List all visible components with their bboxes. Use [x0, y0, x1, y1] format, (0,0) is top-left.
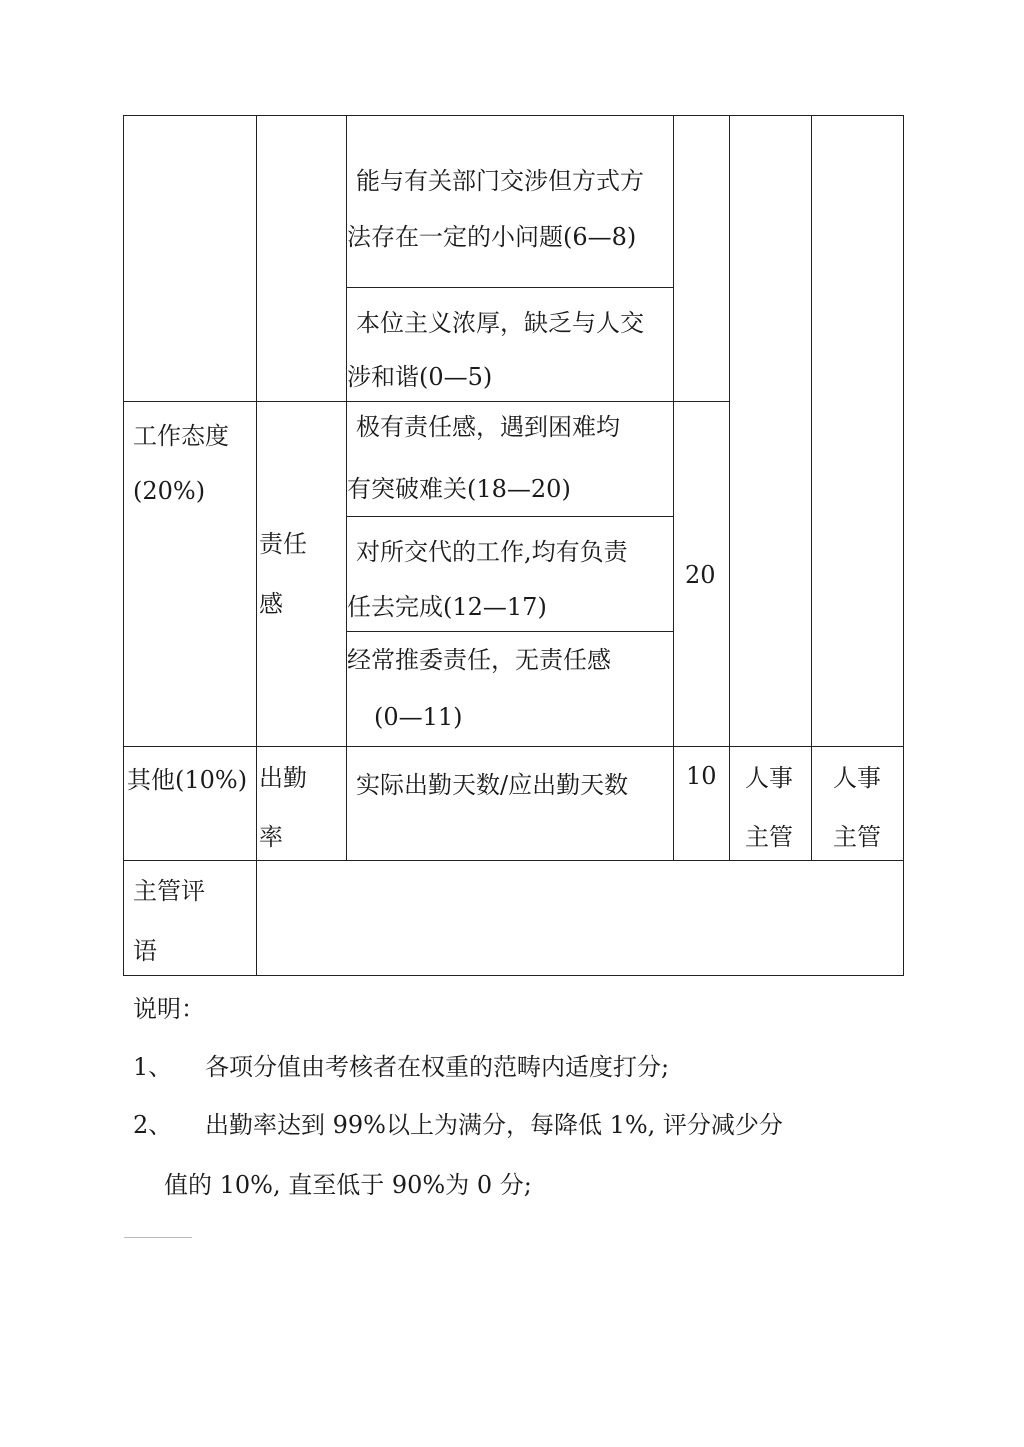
row-divider — [346, 287, 673, 288]
item-label: 出勤 — [259, 764, 307, 792]
comment-label: 语 — [133, 937, 157, 965]
comment-field[interactable] — [266, 900, 886, 930]
score-value: 10 — [686, 762, 717, 790]
option-text: 涉和谐(0—5) — [347, 363, 493, 391]
option-text: 能与有关部门交涉但方式方 — [356, 167, 644, 195]
row-divider — [123, 860, 904, 861]
column-divider — [256, 115, 257, 976]
row-divider — [346, 631, 673, 632]
table-border-left — [123, 115, 124, 976]
item-label: 责任 — [259, 530, 307, 558]
column-divider — [673, 115, 674, 861]
reviewer-label: 人事 — [833, 764, 881, 792]
note-text: 各项分值由考核者在权重的范畴内适度打分; — [205, 1053, 670, 1081]
note-text: 出勤率达到 99%以上为满分，每降低 1%, 评分减少分 — [205, 1111, 783, 1139]
option-text: 任去完成(12—17) — [347, 593, 547, 621]
category-weight: (20%) — [133, 477, 206, 505]
notes-heading: 说明： — [133, 995, 205, 1023]
column-divider — [729, 115, 730, 861]
note-continuation: 值的 10%, 直至低于 90%为 0 分; — [164, 1171, 532, 1199]
reviewer-label: 主管 — [833, 823, 881, 851]
footnote-separator — [124, 1237, 192, 1238]
option-text: 对所交代的工作,均有负责 — [356, 538, 628, 566]
option-text: (0—11) — [374, 703, 463, 731]
category-label: 其他(10%) — [127, 766, 248, 794]
item-label: 率 — [259, 823, 283, 851]
comment-label: 主管评 — [133, 877, 205, 905]
assessor-label: 主管 — [745, 823, 793, 851]
note-number: 2、 — [133, 1111, 173, 1139]
criteria-text: 实际出勤天数/应出勤天数 — [356, 771, 629, 799]
table-border-right — [903, 115, 904, 976]
option-text: 法存在一定的小问题(6—8) — [347, 223, 637, 251]
table-border-bottom — [123, 975, 904, 976]
assessor-label: 人事 — [745, 764, 793, 792]
option-text: 极有责任感，遇到困难均 — [356, 413, 620, 441]
option-text: 有突破难关(18—20) — [347, 475, 571, 503]
note-number: 1、 — [133, 1053, 173, 1081]
item-label: 感 — [259, 590, 283, 618]
score-value: 20 — [685, 561, 716, 589]
option-text: 经常推委责任，无责任感 — [347, 646, 611, 674]
column-divider — [811, 115, 812, 861]
option-text: 本位主义浓厚，缺乏与人交 — [356, 309, 644, 337]
row-divider — [346, 516, 673, 517]
row-divider — [123, 401, 729, 402]
table-border-top — [123, 115, 904, 116]
row-divider — [123, 746, 904, 747]
category-label: 工作态度 — [133, 422, 229, 450]
